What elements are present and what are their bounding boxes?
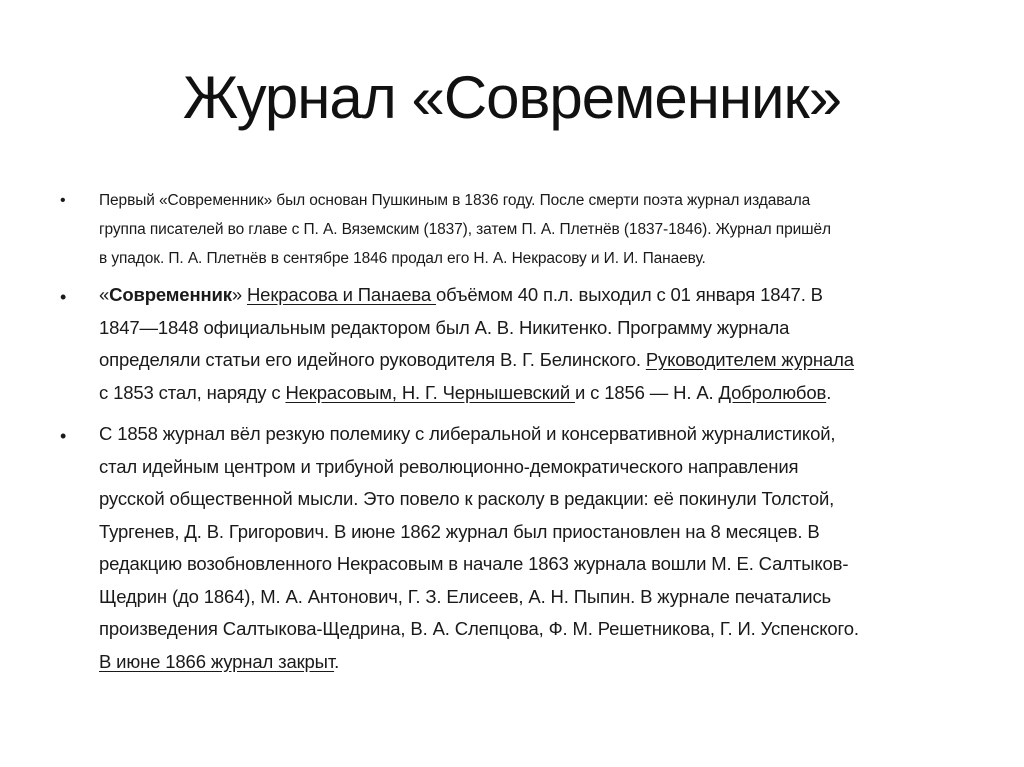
bullet-icon: •	[60, 426, 67, 446]
quote-open: «	[99, 284, 110, 305]
text-line	[99, 377, 854, 410]
slide-title: Журнал «Современник»	[182, 64, 842, 131]
text-line: в упадок. П. А. Плетнёв в сентябре 1846 продал его Н. А. Некрасову и И. И. Панаеву.	[99, 250, 706, 267]
text-segment: .	[826, 381, 832, 403]
text-segment: .	[334, 650, 340, 672]
text-line: стал идейным центром и трибуной революционно-демократического направления	[99, 455, 799, 477]
link-closure[interactable]: В июне 1866 журнал закрыт	[99, 650, 335, 672]
text-segment: с 1853 стал, наряду с	[99, 381, 286, 403]
text-line: Первый «Современник» был основан Пушкиным в 1836 году. После смерти поэта журнал издавала	[99, 192, 811, 209]
text-line: редакцию возобновленного Некрасовым в начале 1863 журнала вошли М. Е. Салтыков-	[99, 553, 849, 574]
quote-close: »	[231, 284, 247, 305]
link-chernyshevsky[interactable]: Некрасовым, Н. Г. Чернышевский	[285, 381, 575, 403]
text-line: Тургенев, Д. В. Григорович. В июне 1862 журнал был приостановлен на 8 месяцев. В	[99, 520, 820, 542]
text-segment: объёмом 40 п.л. выходил с 01 января 1847. В	[436, 284, 823, 305]
link-dobrolyubov[interactable]: Добролюбов	[718, 381, 827, 403]
text-segment: и с 1856 — Н. А.	[575, 381, 719, 403]
bullet-icon: •	[60, 287, 67, 307]
link-nekrasov-panaev[interactable]: Некрасова и Панаева	[246, 284, 436, 305]
text-segment: определяли статьи его идейного руководителя В. Г. Белинского.	[99, 349, 646, 370]
text-line: 1847—1848 официальным редактором был А. В. Никитенко. Программу журнала	[99, 316, 790, 338]
text-line	[99, 646, 859, 679]
text-line: С 1858 журнал вёл резкую полемику с либеральной и консервативной журналистикой,	[99, 423, 836, 444]
text-line: произведения Салтыкова-Щедрина, В. А. Слепцова, Ф. М. Решетникова, Г. И. Успенского.	[99, 618, 859, 639]
text-line: группа писателей во главе с П. А. Вяземским (1837), затем П. А. Плетнёв (1837-1846). Журнал пришёл	[99, 221, 831, 238]
link-editor[interactable]: Руководителем журнала	[645, 349, 854, 370]
bullet-icon: •	[60, 192, 66, 209]
text-line	[99, 279, 854, 312]
text-line	[99, 344, 854, 377]
text-line: Щедрин (до 1864), М. А. Антонович, Г. З. Елисеев, А. Н. Пыпин. В журнале печатались	[99, 585, 832, 607]
journal-name: Современник	[109, 284, 232, 305]
text-line: русской общественной мысли. Это повело к расколу в редакции: её покинули Толстой,	[99, 488, 835, 509]
